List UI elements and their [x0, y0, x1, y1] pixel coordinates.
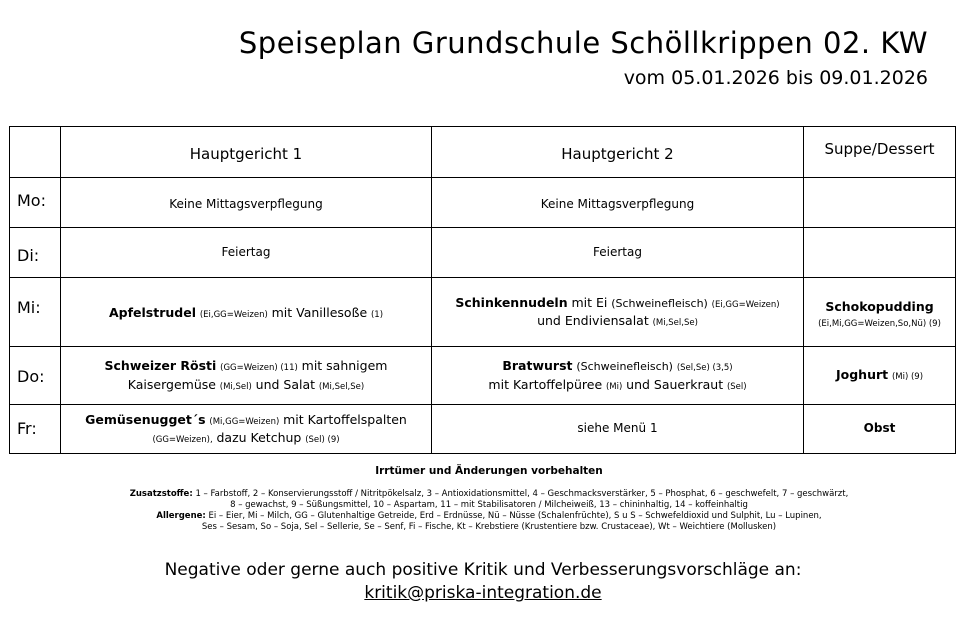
allergens-text: Ei – Eier, Mi – Milch, GG – Glutenhaltige Getreide, Erd – Erdnüsse, Nü – Nüsse (Schalenfrüchte), S u S – Schwefeldioxid und Sulphit, Lu – Lupinen, [208, 511, 822, 522]
side-dish: mit Kartoffelspalten [283, 411, 407, 427]
main-1-cell: Keine Mittagsverpflegung [61, 178, 432, 228]
allergen-codes: (Mi,GG=Weizen) [209, 416, 280, 427]
main-2-cell: Feiertag [432, 228, 804, 278]
header-main-1: Hauptgericht 1 [61, 127, 432, 178]
meat-type: (Schweinefleisch) [576, 360, 673, 374]
side-dish: mit Ei [571, 294, 608, 310]
allergen-codes: (GG=Weizen) (11) [220, 363, 298, 374]
additives-allergens-legend [0, 489, 966, 533]
allergen-codes: (Ei,GG=Weizen) [711, 299, 780, 310]
main-2-cell: Keine Mittagsverpflegung [432, 178, 804, 228]
additives-text: 1 – Farbstoff, 2 – Konservierungsstoff / Nitritpökelsalz, 3 – Antioxidationsmittel, 4 – Geschmacksverstärker, 5 – Phosphat, 6 – geschwefelt, 7 – geschwärzt, [195, 489, 849, 499]
allergens-line: Ses – Sesam, So – Soja, Sel – Sellerie, Se – Senf, Fi – Fische, Kt – Krebstiere (Krustentiere bzw. Crustaceae), Wt – Weichtiere (Mollusken) [201, 522, 777, 533]
additives-label: Zusatzstoffe: [129, 489, 193, 499]
soup-dessert-cell: Obst [804, 405, 956, 454]
feedback-section [0, 559, 966, 605]
disclaimer: Irrtümer und Änderungen vorbehalten [375, 465, 603, 477]
main-1-cell [61, 405, 432, 454]
dish-name: Schweizer Rösti [104, 358, 217, 374]
main-1-cell: Feiertag [61, 228, 432, 278]
allergen-codes: (Sel,Se) (3,5) [676, 363, 733, 374]
day-label: Fr: [10, 405, 61, 454]
main-2-cell [432, 347, 804, 405]
soup-dessert-cell [804, 228, 956, 278]
soup-dessert-cell [804, 347, 956, 405]
day-label: Di: [10, 228, 61, 278]
allergens-line [0, 511, 966, 522]
table-row [10, 278, 956, 347]
soup-dessert-cell [804, 178, 956, 228]
additives-line: 8 – gewachst, 9 – Süßungsmittel, 10 – Aspartam, 11 – mit Stabilisatoren / Milcheiweiß, 13 – chininhaltig, 14 – koffeinhaltig [230, 500, 748, 511]
table-row [10, 178, 956, 228]
corner-cell [10, 127, 61, 178]
side-dish: und Endiviensalat [537, 313, 649, 328]
side-dish: und Sauerkraut [626, 376, 724, 392]
dish-name: Schinkennudeln [455, 294, 568, 310]
dessert-name: Joghurt [835, 367, 889, 383]
allergen-codes: (Mi,Sel,Se) [652, 318, 698, 328]
allergen-codes: (Ei,Mi,GG=Weizen,So,Nü) (9) [818, 318, 941, 329]
side-dish: und Salat [255, 376, 316, 392]
feedback-text: Negative oder gerne auch positive Kritik und Verbesserungsvorschläge an: [164, 560, 802, 580]
dish-name: Apfelstrudel [108, 305, 196, 321]
allergen-codes: (Sel) [726, 381, 747, 392]
allergen-codes: (GG=Weizen), [152, 435, 213, 445]
dish-name: Bratwurst [502, 358, 573, 374]
day-label: Mi: [10, 278, 61, 347]
main-1-cell [61, 347, 432, 405]
soup-dessert-cell [804, 278, 956, 347]
allergen-codes: (Ei,GG=Weizen) [199, 310, 268, 321]
table-header-row [10, 127, 956, 178]
side-dish: mit Kartoffelpüree [488, 376, 603, 392]
additives-line [0, 489, 966, 500]
header-main-2: Hauptgericht 2 [432, 127, 804, 178]
allergen-codes: (1) [370, 310, 384, 321]
side-dish: mit sahnigem [301, 358, 388, 374]
side-dish: Kaisergemüse [127, 376, 216, 392]
side-dish: dazu Ketchup [216, 430, 302, 445]
feedback-email-link[interactable]: kritik@priska-integration.de [364, 582, 602, 603]
table-row [10, 405, 956, 454]
side-dish: mit Vanillesoße [271, 305, 368, 321]
meat-type: (Schweinefleisch) [611, 296, 708, 310]
main-1-cell [61, 278, 432, 347]
allergens-label: Allergene: [156, 511, 206, 522]
dessert-name: Schokopudding [825, 299, 934, 315]
allergen-codes: (Mi,Sel) [219, 381, 252, 392]
date-range: vom 05.01.2026 bis 09.01.2026 [623, 67, 928, 89]
allergen-codes: (Mi) [605, 381, 623, 392]
page-title: Speiseplan Grundschule Schöllkrippen 02. KW [238, 26, 928, 60]
allergen-codes: (Mi) (9) [891, 372, 924, 383]
allergen-codes: (Mi,Sel,Se) [318, 381, 365, 392]
meal-plan-table [9, 126, 956, 454]
table-row [10, 228, 956, 278]
header-soup-dessert: Suppe/Dessert [804, 127, 956, 178]
main-2-cell [432, 278, 804, 347]
table-row [10, 347, 956, 405]
day-label: Do: [10, 347, 61, 405]
allergen-codes: (Sel) (9) [305, 435, 340, 445]
day-label: Mo: [10, 178, 61, 228]
main-2-cell: siehe Menü 1 [432, 405, 804, 454]
dish-name: Gemüsenugget´s [85, 411, 206, 427]
